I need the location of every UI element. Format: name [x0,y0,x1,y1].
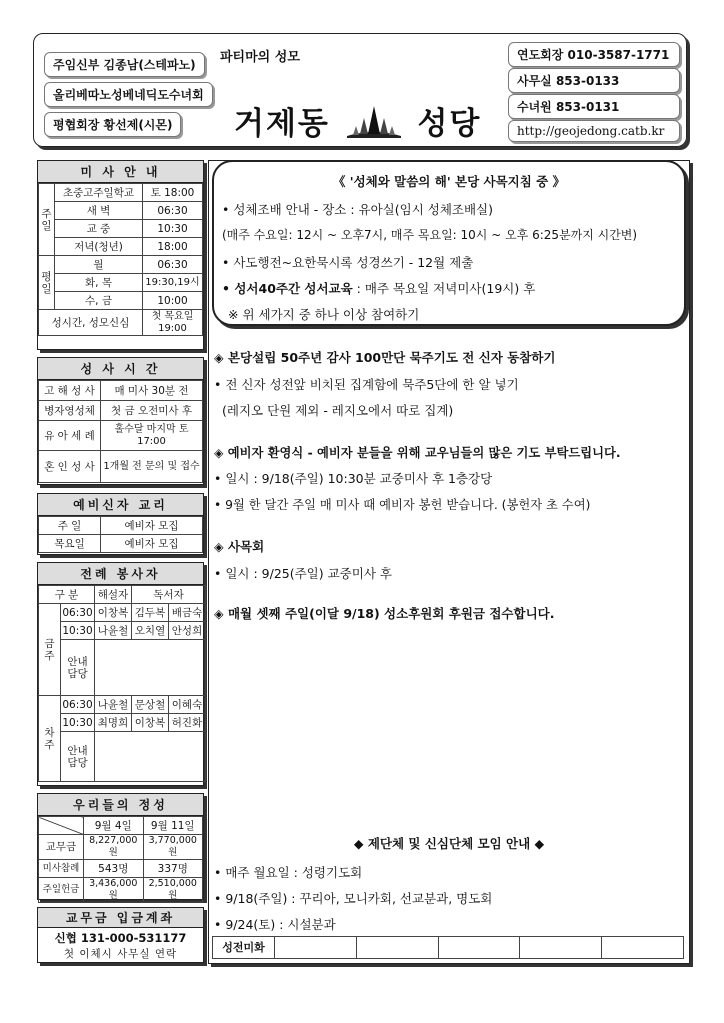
mass-name: 초중고주일학교 [55,184,143,202]
table-row [39,817,203,835]
mass-time: 10:00 [143,292,203,310]
cell-value: 8,227,000원 [84,835,144,860]
holy-hour-value: 첫 목요일 19:00 [143,310,203,336]
mass-name: 교 중 [55,220,143,238]
sacrament-table [38,380,203,483]
mass-time: 토 18:00 [143,184,203,202]
mass-time: 18:00 [143,238,203,256]
liturgy-table [38,585,206,782]
table-row [39,256,203,274]
server-name: 이창복 [95,604,132,622]
phone-funeral: 연도회장 010-3587-1771 [508,42,680,67]
flower-cell [520,937,602,959]
server-name: 오치열 [132,622,169,640]
table-row [39,517,203,535]
table-row [39,622,206,640]
mass-time: 06:30 [143,202,203,220]
guide-label: 안내 담당 [61,732,95,782]
cell-value: 3,436,000원 [84,878,144,903]
offering-title: 우리들의 정성 [38,794,203,816]
offering-box [37,793,204,900]
row-name: 주일헌금 [39,878,84,903]
mass-name: 수, 금 [55,292,143,310]
h-reader: 독서자 [132,586,206,604]
sisters-label: 올리베따노성베네딕도수녀회 [44,82,213,107]
notice-line [222,279,535,297]
table-row [39,292,203,310]
table-row [39,451,203,483]
sacrament-schedule [37,357,204,485]
sacrament-value: 첫 금 오전미사 후 [101,401,203,421]
flower-cell [275,937,357,959]
sacrament-name: 유 아 세 례 [39,421,101,451]
server-name: 나윤철 [95,696,132,714]
sacrament-value: 매 미사 30분 전 [101,381,203,401]
phone-office: 사무실 853-0133 [508,68,680,93]
news-heading: ◈ 예비자 환영식 - 예비자 분들을 위해 교우님들의 많은 기도 부탁드립니다. [214,446,621,460]
news-line: • 일시 : 9/18(주일) 10:30분 교중미사 후 1층강당 [214,471,493,486]
notice-title: 《 '성체와 말씀의 해' 본당 사목지침 중 》 [332,174,566,189]
col-date: 9월 4일 [84,817,144,835]
news-line: • 매주 월요일 : 성령기도회 [214,865,363,880]
this-week-label: 금 주 [39,604,61,696]
council-label: 평협회장 황선제(시몬) [44,112,181,137]
sunday-label: 주 일 [39,184,55,256]
news-line: • 일시 : 9/25(주일) 교중미사 후 [214,566,392,581]
table-row [39,535,203,553]
server-name: 안성희 [169,622,206,640]
news-line: • 9/18(주일) : 꾸리아, 모니카회, 선교분과, 명도회 [214,891,493,906]
parish-title [234,98,481,143]
notice-line: • 성체조배 안내 - 장소 : 유아실(임시 성체조배실) [222,202,494,217]
parish-subtitle: 파티마의 성모 [220,50,300,65]
news-line: • 9/24(토) : 시설분과 [214,917,336,932]
catechumen-day: 목요일 [39,535,101,553]
priest-label: 주임신부 김종남(스테파노) [44,52,205,77]
diag-cell [39,817,84,835]
flower-label: 성전미화 [213,937,275,959]
parish-url[interactable]: http://geojedong.catb.kr [508,120,680,142]
church-logo-icon [345,104,403,138]
server-name: 나윤철 [95,622,132,640]
table-row [39,732,206,782]
catechumen-value: 예비자 모집 [101,517,203,535]
server-name: 허진화 [169,714,206,732]
table-row [39,421,203,451]
pastoral-notice [212,160,686,326]
server-name: 김두복 [132,604,169,622]
sacrament-value: 홀수달 마지막 토 17:00 [101,421,203,451]
news-line: (레지오 단원 제외 - 레지오에서 따로 집계) [222,403,454,418]
table-row [39,860,203,878]
mass-time: 06:30 [143,256,203,274]
cell-value: 3,770,000원 [143,835,203,860]
liturgy-title: 전례 봉사자 [38,563,203,585]
table-row [39,238,203,256]
news-line: • 전 신자 성전앞 비치된 집계함에 묵주5단에 한 알 넣기 [214,377,519,392]
server-name: 이혜숙 [169,696,206,714]
mass-name: 새 벽 [55,202,143,220]
table-row [39,310,203,336]
liturgy-servers [37,562,204,786]
notice-line: ※ 위 세가지 중 하나 이상 참여하기 [228,307,420,322]
catechumen-table [38,516,203,553]
guide-names [95,640,206,696]
account-note: 첫 이체시 사무실 연락 [63,948,178,960]
cell-value: 337명 [143,860,203,878]
cell-value: 543명 [84,860,144,878]
offering-table [38,816,203,903]
sacrament-value: 1개월 전 문의 및 접수 [101,451,203,483]
mass-name: 월 [55,256,143,274]
flower-cell [356,937,438,959]
mass-name: 저녁(청년) [55,238,143,256]
table-row [39,202,203,220]
row-name: 미사참례 [39,860,84,878]
account-box [37,907,204,963]
catechumen-title: 예비신자 교리 [38,494,203,516]
mass-name: 화, 목 [55,274,143,292]
table-row [39,586,206,604]
h-commentator: 해설자 [95,586,132,604]
mass-time: 10:30 [61,714,95,732]
mass-time: 06:30 [61,604,95,622]
flower-cell [602,937,684,959]
catechumen-box [37,493,204,555]
mass-time: 19:30,19시 [143,274,203,292]
holy-hour-label: 성시간, 성모신심 [39,310,143,336]
news-heading: ◈ 본당설립 50주년 감사 100만단 묵주기도 전 신자 동참하기 [214,350,556,365]
table-row [39,696,206,714]
guide-names [95,732,206,782]
phone-convent: 수녀원 853-0131 [508,94,680,119]
col-date: 9월 11일 [143,817,203,835]
cell-value: 2,510,000원 [143,878,203,903]
table-row [39,184,203,202]
row-name: 교무금 [39,835,84,860]
mass-time: 10:30 [143,220,203,238]
mass-title: 미 사 안 내 [38,161,203,183]
table-row [39,274,203,292]
server-name: 문상철 [132,696,169,714]
sacrament-title: 성 사 시 간 [38,358,203,380]
server-name: 최명희 [95,714,132,732]
catechumen-value: 예비자 모집 [101,535,203,553]
table-row [39,401,203,421]
mass-time: 10:30 [61,622,95,640]
notice-text: : 매주 목요일 저녁미사(19시) 후 [352,281,536,296]
account-title: 교무금 입금계좌 [38,908,203,928]
catechumen-day: 주 일 [39,517,101,535]
sacrament-name: 고 해 성 사 [39,381,101,401]
server-name: 이창복 [132,714,169,732]
flower-table [212,936,684,959]
table-row [39,640,206,696]
news-line: • 9월 한 달간 주일 매 미사 때 예비자 봉헌 받습니다. (봉헌자 초 수여) [214,498,591,512]
notice-line: (매주 수요일: 12시 ~ 오후7시, 매주 목요일: 10시 ~ 오후 6:25분까지 시간변) [222,228,638,242]
table-row [39,381,203,401]
account-number: 신협 131-000-531177 [54,931,187,945]
flower-cell [438,937,520,959]
sacrament-name: 혼 인 성 사 [39,451,101,483]
notice-bold: • 성서40주간 성서교육 [222,281,353,296]
mass-time: 06:30 [61,696,95,714]
next-week-label: 차 주 [39,696,61,782]
notice-line: • 사도행전~요한묵시록 성경쓰기 - 12월 제출 [222,255,474,270]
table-row [39,714,206,732]
table-row [39,604,206,622]
guide-label: 안내 담당 [61,640,95,696]
groups-heading: ◆ 제단체 및 신심단체 모임 안내 ◆ [353,836,545,851]
news-heading: ◈ 매월 셋째 주일(이달 9/18) 성소후원회 후원금 접수합니다. [214,606,555,621]
weekday-label: 평 일 [39,256,55,310]
table-row [213,937,684,959]
server-name: 배금숙 [169,604,206,622]
mass-schedule [37,160,204,350]
title-left: 거제동 [234,106,330,142]
table-row [39,220,203,238]
mass-table [38,183,203,336]
news-heading: ◈ 사목회 [214,539,265,554]
header-box [33,33,687,147]
sacrament-name: 병자영성체 [39,401,101,421]
table-row [39,835,203,860]
title-right: 성당 [417,106,482,142]
table-row [39,878,203,903]
h-div: 구 분 [39,586,95,604]
